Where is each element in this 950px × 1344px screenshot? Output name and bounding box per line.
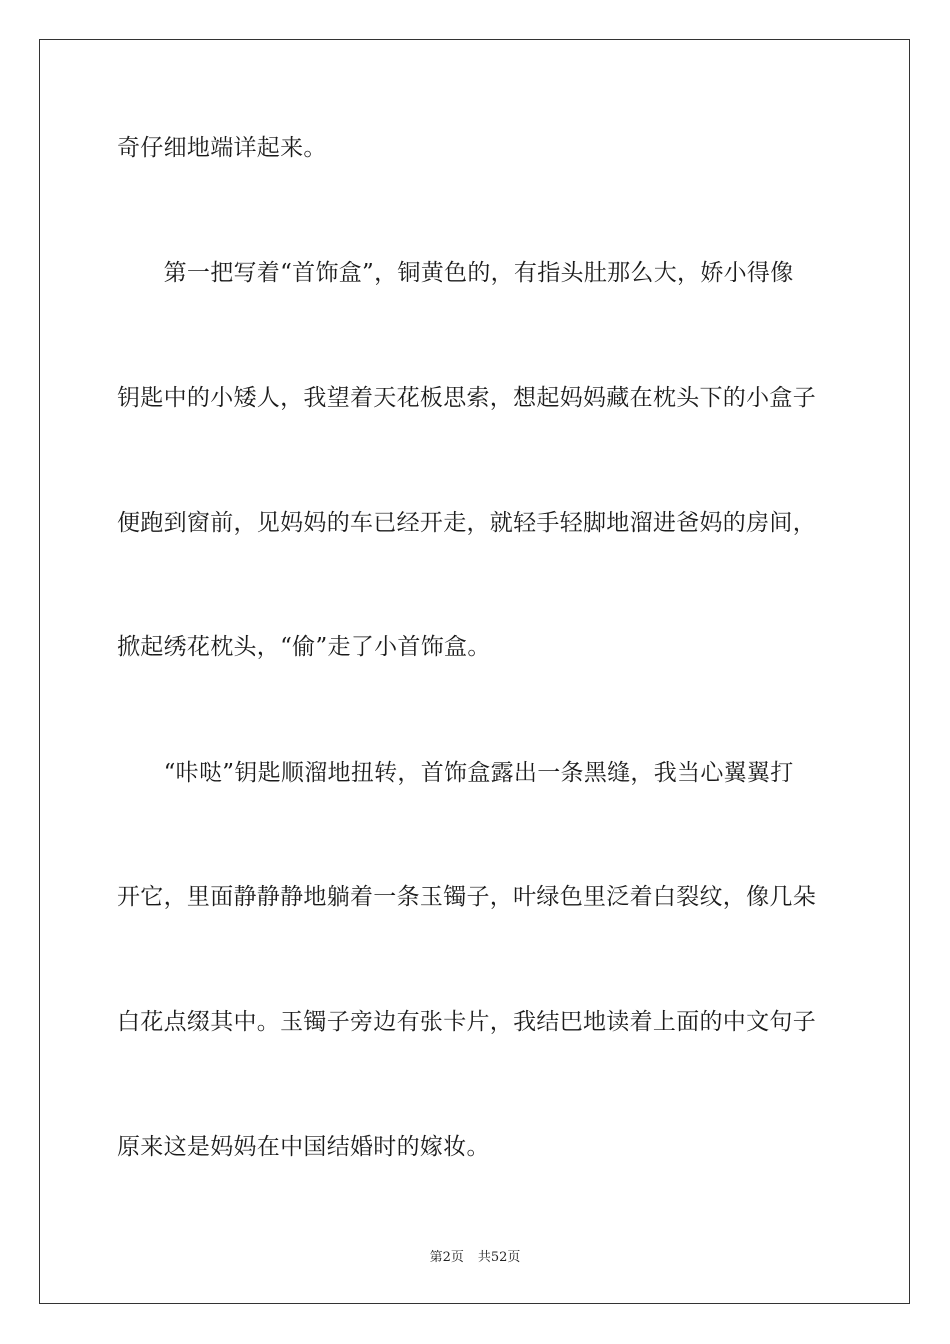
page-total: 共52页 [477, 1250, 521, 1265]
page-footer [0, 1246, 950, 1265]
page-number: 第2页 [429, 1250, 464, 1265]
paragraph-line: 便跑到窗前，见妈妈的车已经开走，就轻手轻脚地溜进爸妈的房间， [117, 510, 816, 536]
paragraph-line: 开它，里面静静静地躺着一条玉镯子，叶绿色里泛着白裂纹，像几朵 [117, 884, 816, 910]
paragraph-line: 掀起绣花枕头，“偷”走了小首饰盒。 [117, 634, 491, 660]
paragraph-line: 原来这是妈妈在中国结婚时的嫁妆。 [117, 1134, 490, 1160]
paragraph-line: “咔哒”钥匙顺溜地扭转，首饰盒露出一条黑缝，我当心翼翼打 [117, 760, 794, 786]
paragraph-line: 白花点缀其中。玉镯子旁边有张卡片，我结巴地读着上面的中文句子 [117, 1009, 816, 1035]
paragraph-line: 钥匙中的小矮人，我望着天花板思索，想起妈妈藏在枕头下的小盒子 [117, 385, 816, 411]
page-border [39, 39, 910, 1304]
paragraph-line: 奇仔细地端详起来。 [117, 135, 327, 161]
paragraph-line: 第一把写着“首饰盒”，铜黄色的，有指头肚那么大，娇小得像 [117, 260, 794, 286]
